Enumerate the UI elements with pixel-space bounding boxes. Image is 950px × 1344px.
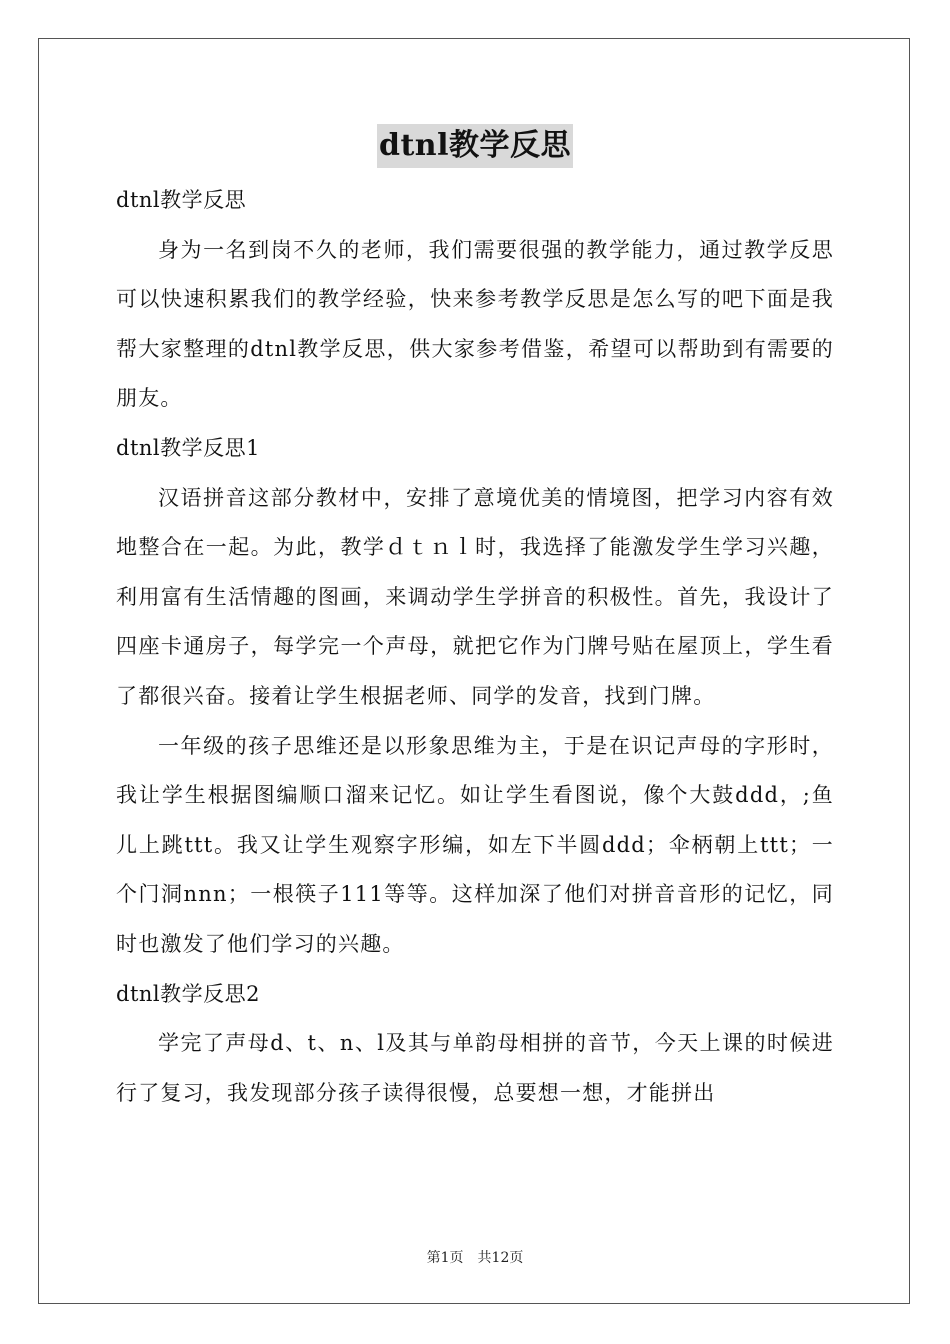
document-body bbox=[116, 176, 834, 1118]
document-title: dtnl教学反思 bbox=[377, 124, 573, 168]
paragraph: 身为一名到岗不久的老师，我们需要很强的教学能力，通过教学反思可以快速积累我们的教学经验，快来参考教学反思是怎么写的吧下面是我帮大家整理的dtnl教学反思，供大家参考借鉴，希望可以帮助到有需要的朋友。 bbox=[116, 237, 834, 411]
page-footer bbox=[0, 1248, 950, 1268]
paragraph: 汉语拼音这部分教材中，安排了意境优美的情境图，把学习内容有效地整合在一起。为此，教学ｄｔｎｌ时，我选择了能激发学生学习兴趣，利用富有生活情趣的图画，来调动学生学拼音的积极性。首先，我设计了四座卡通房子，每学完一个声母，就把它作为门牌号贴在屋顶上，学生看了都很兴奋。接着让学生根据老师、同学的发音，找到门牌。 bbox=[116, 485, 834, 708]
section-heading: dtnl教学反思 bbox=[116, 188, 247, 212]
paragraph: 一年级的孩子思维还是以形象思维为主，于是在识记声母的字形时，我让学生根据图编顺口溜来记忆。如让学生看图说，像个大鼓ddd，;鱼儿上跳ttt。我又让学生观察字形编，如左下半圆ddd；伞柄朝上ttt；一个门洞nnn；一根筷子111等等。这样加深了他们对拼音音形的记忆，同时也激发了他们学习的兴趣。 bbox=[116, 733, 834, 956]
section-heading: dtnl教学反思2 bbox=[116, 981, 260, 1006]
title-area bbox=[0, 124, 950, 168]
page-total: 共12页 bbox=[477, 1250, 524, 1266]
section-heading: dtnl教学反思1 bbox=[116, 435, 260, 460]
paragraph: 学完了声母d、t、n、l及其与单韵母相拼的音节，今天上课的时候进行了复习，我发现部分孩子读得很慢，总要想一想，才能拼出 bbox=[116, 1031, 834, 1105]
page-number: 第1页 bbox=[426, 1250, 464, 1266]
